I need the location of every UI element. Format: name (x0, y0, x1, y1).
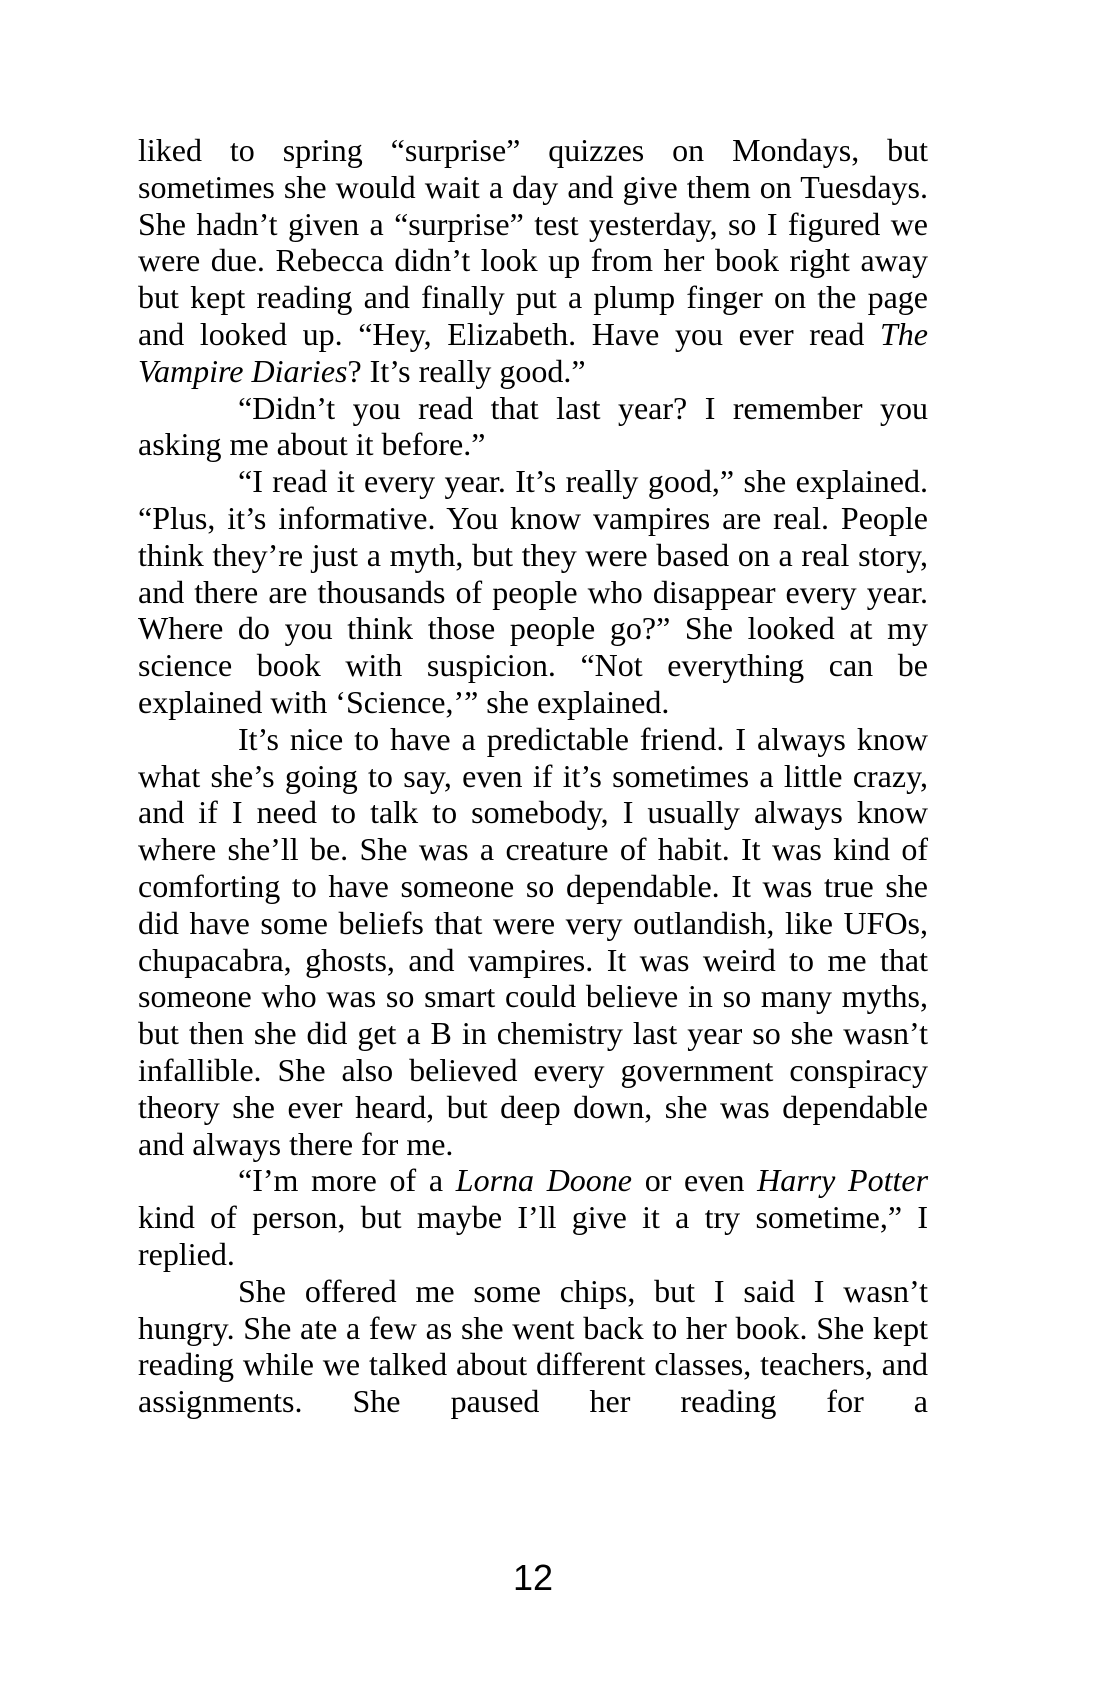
paragraph-6 (138, 1273, 928, 1420)
text-run: “Didn’t you read that last year? I remember you asking me about it before.” (138, 389, 928, 463)
page-text (138, 132, 928, 1420)
text-run: She offered me some chips, but I said I wasn’t hungry. She ate a few as she went back to her book. She kept reading while we talked about different classes, teachers, and assignments. She paused her reading for a (138, 1272, 928, 1420)
text-run: liked to spring “surprise” quizzes on Mondays, but sometimes she would wait a day and give them on Tuesdays. She hadn’t given a “surprise” test yesterday, so I figured we were due. Rebecca didn’t look up from her book right away but kept reading and finally put a plump finger on the page and looked up. “Hey, Elizabeth. Have you ever read (138, 132, 928, 352)
text-run: ? It’s really good.” (347, 352, 586, 389)
text-run: “I’m more of a (238, 1162, 456, 1199)
page-footer (138, 1557, 928, 1598)
book-title: Harry Potter (757, 1162, 929, 1199)
paragraph-3 (138, 463, 928, 721)
paragraph-4 (138, 721, 928, 1163)
text-run: or even (632, 1162, 758, 1199)
paragraph-1 (138, 132, 928, 390)
paragraph-5 (138, 1162, 928, 1272)
book-title: The Vampire Diaries (138, 315, 928, 389)
book-title: Lorna Doone (455, 1162, 633, 1199)
text-run: It’s nice to have a predictable friend. I always know what she’s going to say, even if it’s sometimes a little crazy, and if I need to talk to somebody, I usually always know where she’ll be. She was a creature of habit. It was kind of comforting to have someone so dependable. It was true she did have some beliefs that were very outlandish, like UFOs, chupacabra, ghosts, and vampires. It was weird to me that someone who was so smart could believe in so many myths, but then she did get a B in chemistry last year so she wasn’t infallible. She also believed every government conspiracy theory she ever heard, but deep down, she was dependable and always there for me. (138, 720, 928, 1162)
text-run: kind of person, but maybe I’ll give it a try sometime,” I replied. (138, 1199, 928, 1272)
text-run: “I read it every year. It’s really good,” she explained. “Plus, it’s informative. You know vampires are real. People think they’re just a myth, but they were based on a real story, and there are thousands of people who disappear every year. Where do you think those people go?” She looked at my science book with suspicion. “Not everything can be explained with ‘Science,’” she explained. (138, 463, 928, 720)
paragraph-2 (138, 390, 928, 464)
page-number: 12 (512, 1557, 554, 1598)
